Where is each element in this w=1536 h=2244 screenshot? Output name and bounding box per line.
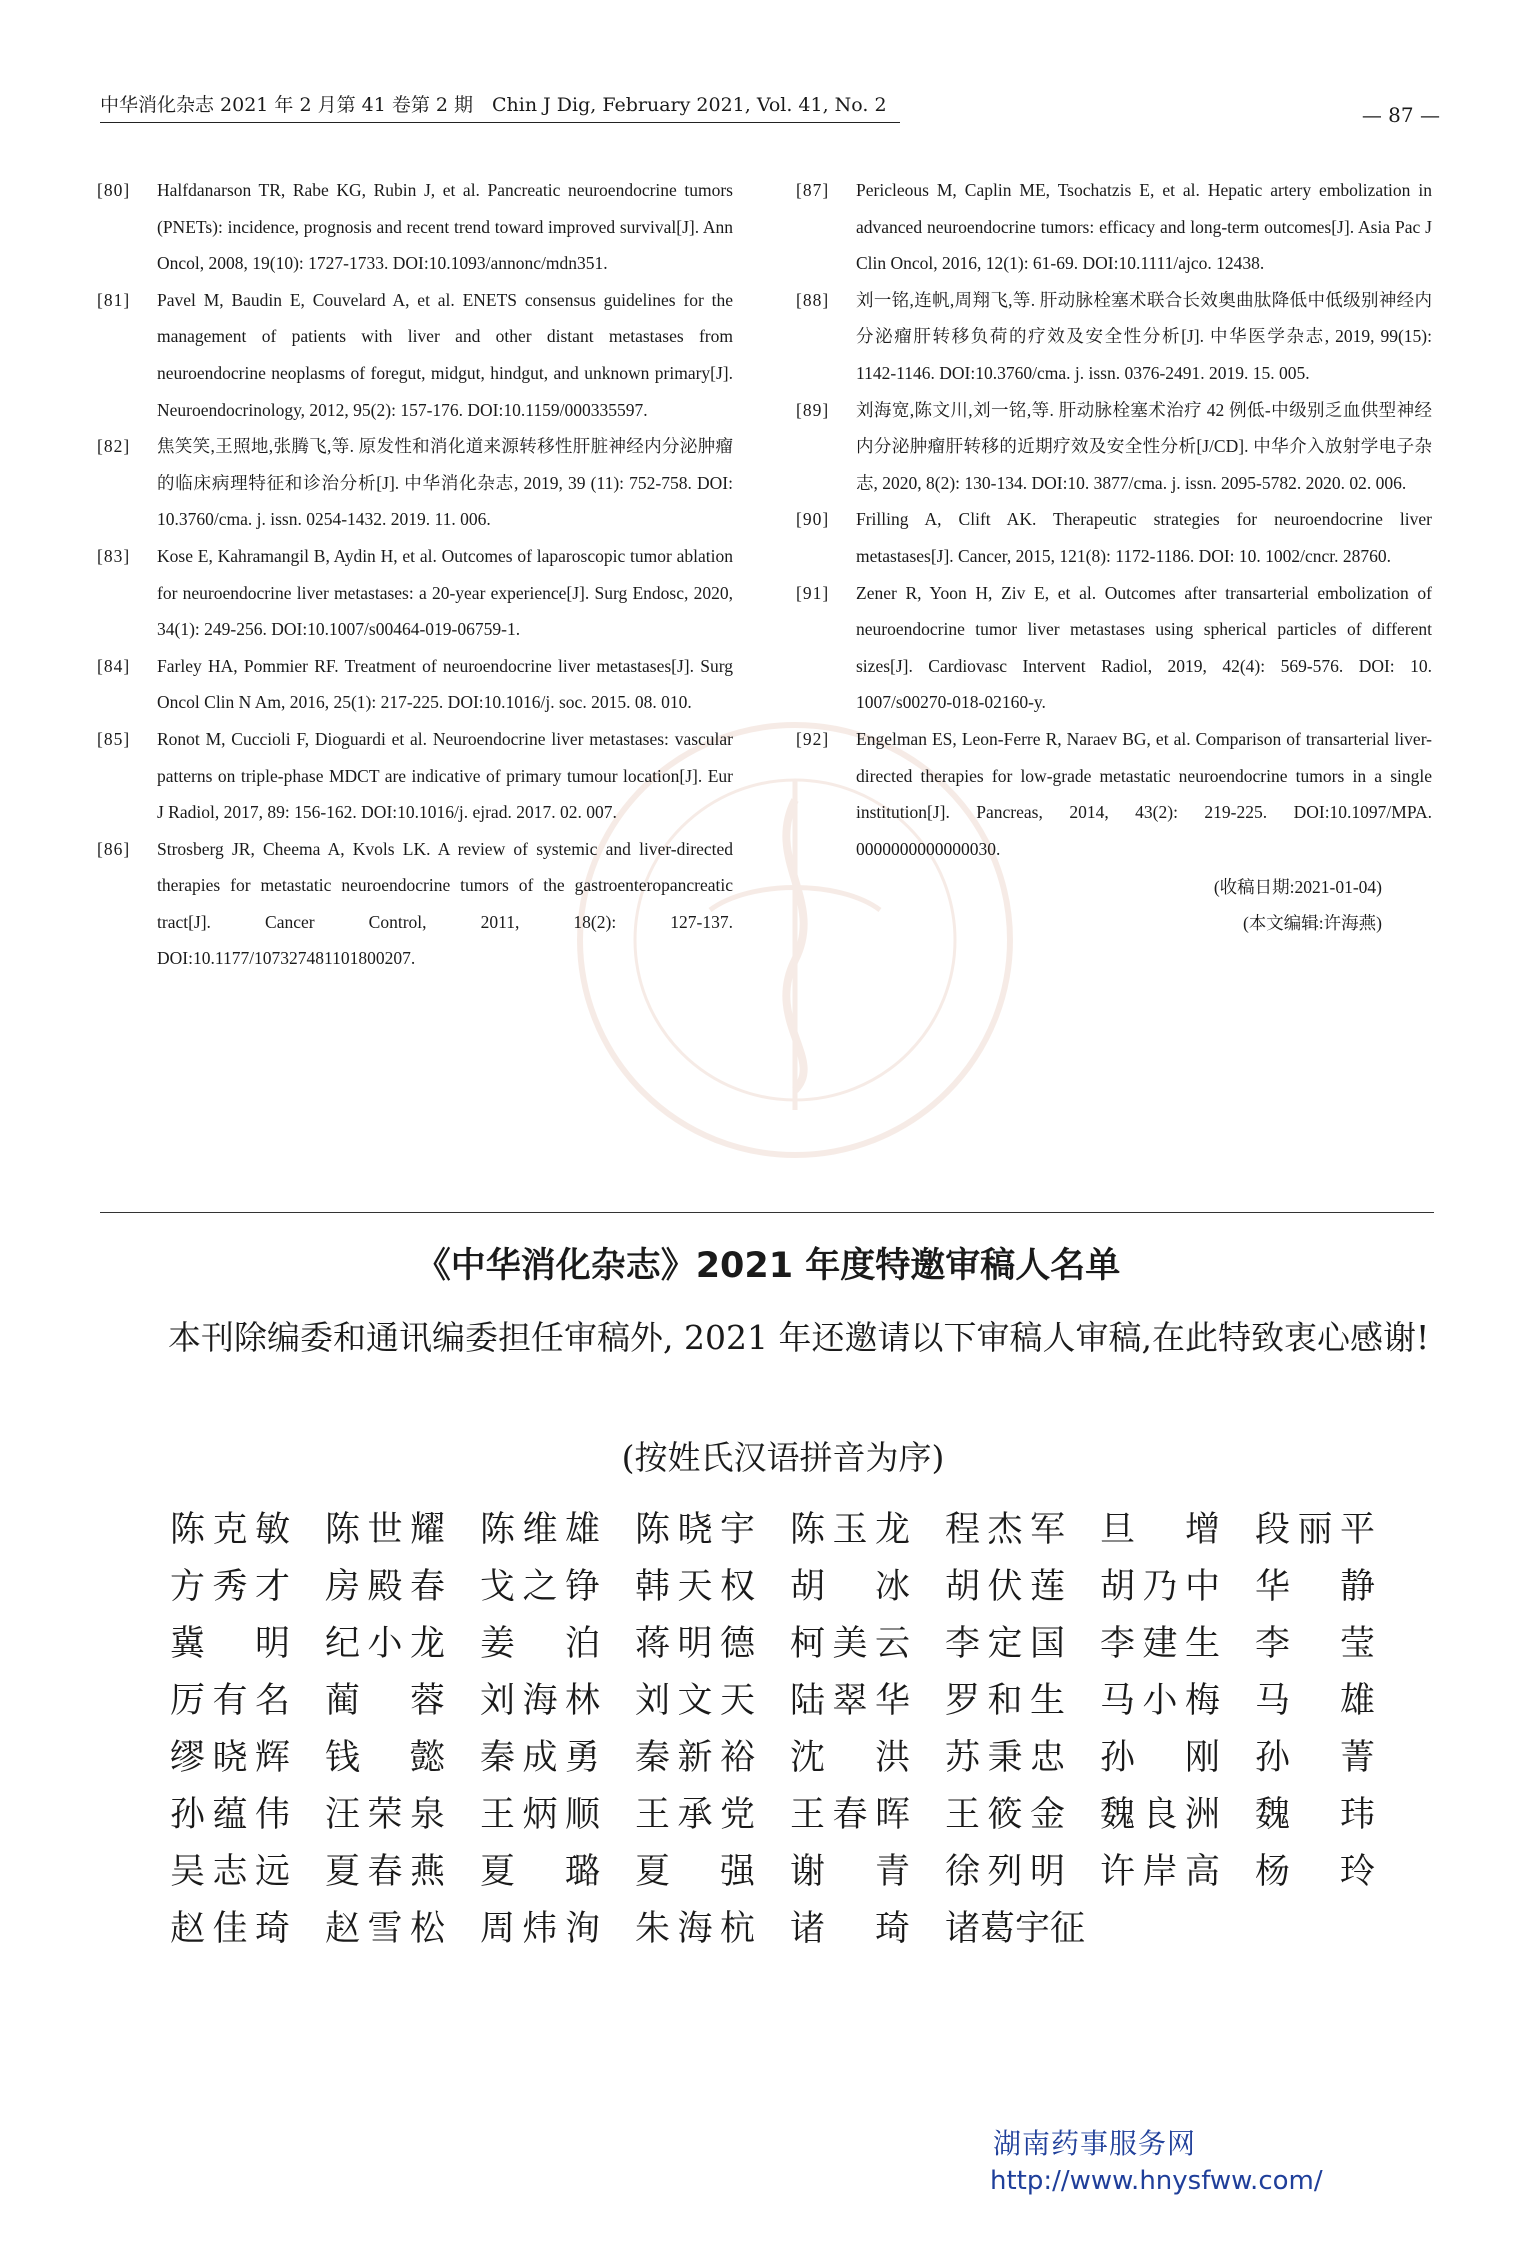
reviewer-name: 陈世耀 (325, 1510, 445, 1550)
reference-number: [80] (97, 180, 131, 200)
reference-list-right (796, 172, 1432, 941)
reviewer-name: 罗和生 (945, 1681, 1065, 1721)
reference-item (97, 538, 733, 648)
reference-item (97, 721, 733, 831)
reviewer-name: 苏秉忠 (945, 1738, 1065, 1778)
reference-text: Farley HA, Pommier RF. Treatment of neuroendocrine liver metastases[J]. Surg Oncol Clin N Am, 2016, 25(1): 217-225. DOI:10.1016/j. soc. 2015. 08. 010. (157, 655, 733, 713)
reviewer-name: 陈克敏 (170, 1510, 290, 1550)
reviewer-name: 蒋明德 (635, 1624, 755, 1664)
reviewer-name: 马 雄 (1255, 1681, 1375, 1721)
reviewer-name: 朱海杭 (635, 1909, 755, 1949)
reviewer-name: 孙蕴伟 (170, 1795, 290, 1835)
reference-item (796, 575, 1432, 721)
footer-site-name: 湖南药事服务网 (993, 2127, 1197, 2160)
reference-item (97, 648, 733, 721)
reference-item (796, 282, 1432, 392)
reviewer-name: 孙 菁 (1255, 1738, 1375, 1778)
reference-text: Strosberg JR, Cheema A, Kvols LK. A review of systemic and liver-directed therapies for metastatic neuroendocrine tumors of the gastroenteropancreatic tract[J]. Cancer Control, 2011, 18(2): 127-137. DOI:10.1177/107327481101800207. (157, 838, 733, 969)
reviewer-name: 柯美云 (790, 1624, 910, 1664)
reviewer-name: 诸 琦 (790, 1909, 910, 1949)
reviewer-name: 魏良洲 (1100, 1795, 1220, 1835)
reviewer-name: 程杰军 (945, 1510, 1065, 1550)
reviewer-name: 胡 冰 (790, 1567, 910, 1607)
reference-text: 刘一铭,连帆,周翔飞,等. 肝动脉栓塞术联合长效奥曲肽降低中低级别神经内分泌瘤肝转移负荷的疗效及安全性分析[J]. 中华医学杂志, 2019, 99(15): 1142-1146. DOI:10.3760/cma. j. issn. 0376-2491. 2019. 15. 005. (856, 289, 1432, 383)
reference-text: Halfdanarson TR, Rabe KG, Rubin J, et al. Pancreatic neuroendocrine tumors (PNETs): incidence, prognosis and recent trend toward improved survival[J]. Ann Oncol, 2008, 19(10): 1727-1733. DOI:10.1093/annonc/mdn351. (157, 180, 733, 274)
reviewer-name: 杨 玲 (1255, 1852, 1375, 1892)
reviewer-name: 王春晖 (790, 1795, 910, 1835)
reference-item (97, 282, 733, 428)
reviewer-name: 王承党 (635, 1795, 755, 1835)
footer-watermark (990, 2125, 1370, 2199)
reviewer-name: 秦成勇 (480, 1738, 600, 1778)
reference-text: 刘海宽,陈文川,刘一铭,等. 肝动脉栓塞术治疗 42 例低-中级别乏血供型神经内分泌肿瘤肝转移的近期疗效及安全性分析[J/CD]. 中华介入放射学电子杂志, 2020, 8(2): 130-134. DOI:10. 3877/cma. j. issn. 2095-5782. 2020. 02. 006. (856, 399, 1432, 493)
page-number: — 87 — (1361, 103, 1440, 127)
reviewer-name: 谢 青 (790, 1852, 910, 1892)
reference-text: Pavel M, Baudin E, Couvelard A, et al. ENETS consensus guidelines for the management of patients with liver and other distant metastases from neuroendocrine neoplasms of foregut, midgut, hindgut, and unknown primary[J]. Neuroendocrinology, 2012, 95(2): 157-176. DOI:10.1159/000335597. (157, 289, 733, 420)
reviewer-name-grid (170, 1502, 1410, 1958)
reviewer-name: 陈维雄 (480, 1510, 600, 1550)
reviewer-name: 戈之铮 (480, 1567, 600, 1607)
reviewer-name: 缪晓辉 (170, 1738, 290, 1778)
reviewer-name: 旦 增 (1100, 1510, 1220, 1550)
reviewer-name: 姜 泊 (480, 1624, 600, 1664)
notice-order-note: (按姓氏汉语拼音为序) (621, 1438, 945, 1477)
reference-text: Ronot M, Cuccioli F, Dioguardi et al. Neuroendocrine liver metastases: vascular patterns on triple-phase MDCT are indicative of primary tumour location[J]. Eur J Radiol, 2017, 89: 156-162. DOI:10.1016/j. ejrad. 2017. 02. 007. (157, 728, 733, 823)
reference-number: [87] (796, 180, 830, 200)
reviewer-name: 房殿春 (325, 1567, 445, 1607)
article-editor: (本文编辑:许海燕) (1242, 913, 1382, 934)
running-title: 中华消化杂志 2021 年 2 月第 41 卷第 2 期 Chin J Dig, February 2021, Vol. 41, No. 2 (100, 94, 887, 116)
reference-number: [92] (796, 728, 830, 749)
reference-text: 焦笑笑,王照地,张腾飞,等. 原发性和消化道来源转移性肝脏神经内分泌肿瘤的临床病理特征和诊治分析[J]. 中华消化杂志, 2019, 39 (11): 752-758. DOI: 10.3760/cma. j. issn. 0254-1432. 2019. 11. 006. (157, 436, 733, 530)
running-header (100, 92, 1440, 132)
reviewer-name: 纪小龙 (325, 1624, 445, 1664)
reviewer-name: 马小梅 (1100, 1681, 1220, 1721)
reviewer-name: 胡乃中 (1100, 1567, 1220, 1607)
reviewer-name: 诸葛宇征 (945, 1909, 1086, 1949)
reviewer-name: 厉有名 (170, 1681, 290, 1721)
reference-text: Engelman ES, Leon-Ferre R, Naraev BG, et al. Comparison of transarterial liver-directed therapies for low-grade metastatic neuroendocrine tumors in a single institution[J]. Pancreas, 2014, 43(2): 219-225. DOI:10.1097/MPA. 0000000000000030. (856, 728, 1432, 859)
section-divider (100, 1212, 1434, 1213)
reviewer-name: 沈 洪 (790, 1738, 910, 1778)
received-date: (收稿日期:2021-01-04) (1213, 877, 1382, 898)
reviewer-name: 秦新裕 (635, 1738, 755, 1778)
footer-site-url: http://www.hnysfww.com/ (990, 2166, 1323, 2196)
reference-number: [90] (796, 509, 830, 530)
reviewer-name: 胡伏莲 (945, 1567, 1065, 1607)
reference-number: [88] (796, 289, 830, 310)
reference-number: [82] (97, 436, 131, 457)
reference-item (97, 172, 733, 282)
reviewer-name: 周炜洵 (480, 1909, 600, 1949)
reviewer-name: 方秀才 (170, 1567, 290, 1607)
reviewer-name: 李 莹 (1255, 1624, 1375, 1664)
reviewer-name: 段丽平 (1255, 1510, 1375, 1550)
reference-item (796, 721, 1432, 867)
reviewer-name: 孙 刚 (1100, 1738, 1220, 1778)
reference-number: [89] (796, 399, 830, 420)
reviewer-name: 吴志远 (170, 1852, 290, 1892)
reviewer-name: 王筱金 (945, 1795, 1065, 1835)
reference-list-left (97, 172, 733, 977)
reviewer-name: 许岸高 (1100, 1852, 1220, 1892)
reference-text: Pericleous M, Caplin ME, Tsochatzis E, et al. Hepatic artery embolization in advanced neuroendocrine tumors: efficacy and long-term outcomes[J]. Asia Pac J Clin Oncol, 2016, 12(1): 61-69. DOI:10.1111/ajco. 12438. (856, 180, 1432, 274)
reviewer-name: 钱 懿 (325, 1738, 445, 1778)
reference-item (796, 501, 1432, 574)
notice-body: 本刊除编委和通讯编委担任审稿外, 2021 年还邀请以下审稿人审稿,在此特致衷心感谢! (168, 1318, 1430, 1357)
reviewer-name: 陈玉龙 (790, 1510, 910, 1550)
article-dates (796, 869, 1432, 941)
reviewer-name: 赵雪松 (325, 1909, 445, 1949)
reviewer-name: 陆翠华 (790, 1681, 910, 1721)
notice-title: 《中华消化杂志》2021 年度特邀审稿人名单 (415, 1246, 1121, 1286)
reviewer-name: 蔺 蓉 (325, 1681, 445, 1721)
reviewer-name: 刘文天 (635, 1681, 755, 1721)
reviewer-name: 王炳顺 (480, 1795, 600, 1835)
reviewer-name: 夏春燕 (325, 1852, 445, 1892)
reviewer-name: 夏 璐 (480, 1852, 600, 1892)
reviewer-name: 魏 玮 (1255, 1795, 1375, 1835)
reference-number: [86] (97, 838, 131, 859)
reviewer-name: 李定国 (945, 1624, 1065, 1664)
reviewer-name: 李建生 (1100, 1624, 1220, 1664)
reference-number: [81] (97, 289, 131, 310)
header-rule (100, 122, 900, 123)
reviewer-name: 徐列明 (945, 1852, 1065, 1892)
reference-item (97, 428, 733, 538)
reference-number: [91] (796, 582, 830, 603)
reference-number: [83] (97, 545, 131, 566)
reviewer-name: 韩天权 (635, 1567, 755, 1607)
reference-number: [85] (97, 728, 131, 749)
reviewer-name: 赵佳琦 (170, 1909, 290, 1949)
reference-item (796, 172, 1432, 282)
reviewer-name: 汪荣泉 (325, 1795, 445, 1835)
reference-item (796, 392, 1432, 502)
reviewer-name: 陈晓宇 (635, 1510, 755, 1550)
reference-number: [84] (97, 655, 131, 676)
reviewer-name: 华 静 (1255, 1567, 1375, 1607)
reviewer-name: 冀 明 (170, 1624, 290, 1664)
reviewer-name: 刘海林 (480, 1681, 600, 1721)
reference-text: Kose E, Kahramangil B, Aydin H, et al. Outcomes of laparoscopic tumor ablation for neuroendocrine liver metastases: a 20-year experience[J]. Surg Endosc, 2020, 34(1): 249-256. DOI:10.1007/s00464-019-06759-1. (157, 545, 733, 640)
reference-text: Frilling A, Clift AK. Therapeutic strategies for neuroendocrine liver metastases[J]. Cancer, 2015, 121(8): 1172-1186. DOI: 10. 1002/cncr. 28760. (856, 509, 1432, 566)
reference-text: Zener R, Yoon H, Ziv E, et al. Outcomes after transarterial embolization of neuroendocrine tumor liver metastases using spherical particles of different sizes[J]. Cardiovasc Intervent Radiol, 2019, 42(4): 569-576. DOI: 10. 1007/s00270-018-02160-y. (856, 582, 1432, 713)
reference-item (97, 831, 733, 977)
reviewer-name: 夏 强 (635, 1852, 755, 1892)
